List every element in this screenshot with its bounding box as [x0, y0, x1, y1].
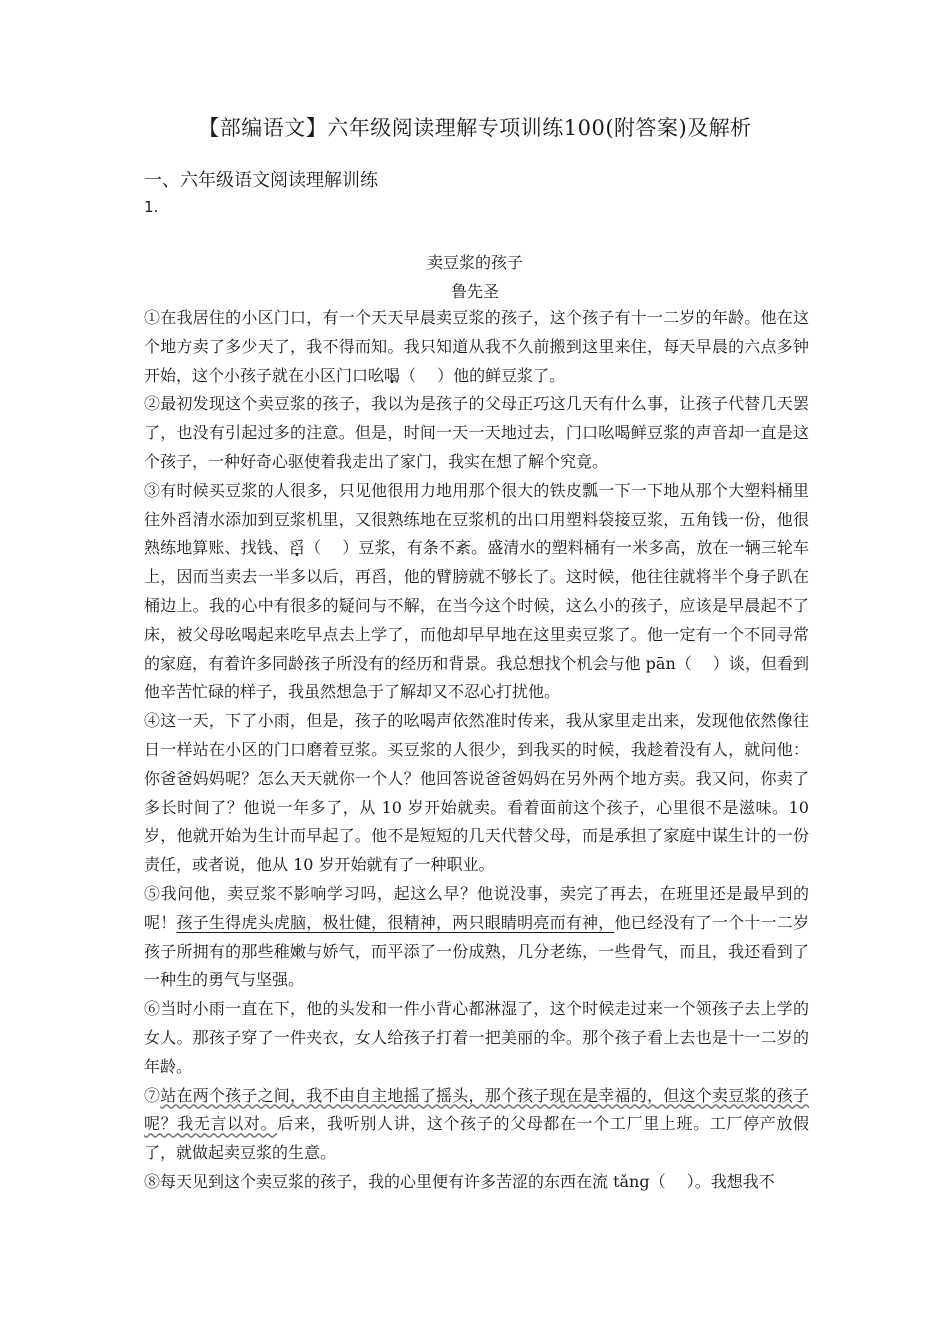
paragraph-text: （ ）他的鲜豆浆了。	[400, 365, 566, 385]
passage-paragraph	[144, 304, 809, 390]
passage-paragraph	[144, 477, 809, 707]
paragraph-text: ⑥当时小雨一直在下，他的头发和一件小背心都淋湿了，这个时候走过来一个领孩子去上学的女人。那孩子穿了一件夹衣，女人给孩子打着一把美丽的伞。那个孩子看上去也是十一二岁的年龄。	[144, 999, 809, 1076]
passage-paragraph	[144, 880, 809, 995]
passage-paragraph	[144, 390, 809, 476]
paragraph-text: ⑤我问他，卖豆浆不影响学习吗，起这么早？他说没事，卖完了再去，在班里还是最早到的呢！	[144, 883, 809, 932]
paragraph-text: ⑦	[144, 1085, 161, 1105]
paragraph-text: ①在我居住的小区门口，有一个天天早晨卖豆浆的孩子，这个孩子有十一二岁的年龄。他在这个地方卖了多少天了，我不得而知。我只知道从我不久前搬到这里来住，每天早晨的六点多钟开始，这个小孩子就在小区门口吆	[144, 308, 809, 385]
wavy-underlined-sentence: 站在两个孩子之间，我不由自主地摇了摇头，那个孩子现在是幸福的，但这个卖豆浆的孩子呢？我无言以对。	[144, 1085, 809, 1134]
paragraph-text: ③有时候买豆浆的人很多，只见他很用力地用那个很大的铁皮瓢一下一下地从那个大塑料桶里往外舀清水添加到豆浆机里，又很熟练地在豆浆机的出口用塑料袋接豆浆，五角钱一份，他很熟练地算账、找钱、	[144, 480, 809, 558]
passage-paragraph	[144, 1168, 809, 1197]
paragraph-text: （ ）豆浆，有条不紊。盛清水的塑料桶有一米多高，放在一辆三轮车上，因而当卖去一半多以后，再舀，他的臂膀就不够长了。这时候，他往往就将半个身子趴在桶边上。我的心中有很多的疑问与不解，在当今这个时候，这么小的孩子，应该是早晨起不了床，被父母吆喝起来吃早点去上学了，而他却早早地在这里卖豆浆了。他一定有一个不同寻常的家庭，有着许多同龄孩子所没有的经历和背景。我总想找个机会与他 pān（ ）谈，但看到他辛苦忙碌的样子，我虽然想急于了解却又不忍心打扰他。	[144, 538, 809, 702]
paragraph-text: 他已经没有了一个十一二岁孩子所拥有的那些稚嫩与娇气，而平添了一份成熟，几分老练，一些骨气，而且，我还看到了一种生的勇气与坚强。	[144, 912, 809, 990]
passage-paragraph	[144, 707, 809, 880]
passage-paragraph	[144, 995, 809, 1081]
paragraph-text: ④这一天，下了小雨，但是，孩子的吆喝声依然准时传来，我从家里走出来，发现他依然像往日一样站在小区的门口磨着豆浆。买豆浆的人很少，到我买的时候，我趁着没有人，就问他：你爸爸妈妈呢？怎么天天就你一个人？他回答说爸爸妈妈在另外两个地方卖。我又问，你卖了多长时间了？他说一年多了，从 10 岁开始就卖。看着面前这个孩子，心里很不是滋味。10 岁，他就开始为生计而早起了。他不是短短的几天代替父母，而是承担了家庭中谋生计的一份责任，或者说，他从 10 岁开始就有了一种职业。	[144, 711, 809, 875]
paragraph-text: ②最初发现这个卖豆浆的孩子，我以为是孩子的父母正巧这几天有什么事，让孩子代替几天罢了，也没有引起过多的注意。但是，时间一天一天地过去，门口吆喝鲜豆浆的声音却一直是这个孩子，一种好奇心驱使着我走出了家门，我实在想了解个究竟。	[144, 394, 809, 471]
passage-author: 鲁先圣	[450, 282, 499, 301]
section-heading: 一、六年级语文阅读理解训练	[144, 170, 378, 191]
passage-paragraph	[144, 1082, 809, 1168]
dotted-character: 舀	[288, 538, 305, 558]
document-title: 【部编语文】六年级阅读理解专项训练100(附答案)及解析	[198, 116, 752, 140]
paragraph-text: ⑧每天见到这个卖豆浆的孩子，我的心里便有许多苦涩的东西在流 tǎng（ ）。我想我不	[144, 1171, 775, 1191]
passage-body	[144, 304, 809, 1197]
question-number: 1.	[144, 198, 159, 216]
dotted-character: 喝	[384, 365, 401, 385]
passage-title: 卖豆浆的孩子	[426, 253, 523, 272]
underlined-sentence: 孩子生得虎头虎脑，极壮健，很精神，两只眼睛明亮而有神，	[176, 912, 615, 932]
paragraph-text: 后来，我听别人讲，这个孩子的父母都在一个工厂里上班。工厂停产放假了，就做起卖豆浆的生意。	[144, 1114, 809, 1163]
